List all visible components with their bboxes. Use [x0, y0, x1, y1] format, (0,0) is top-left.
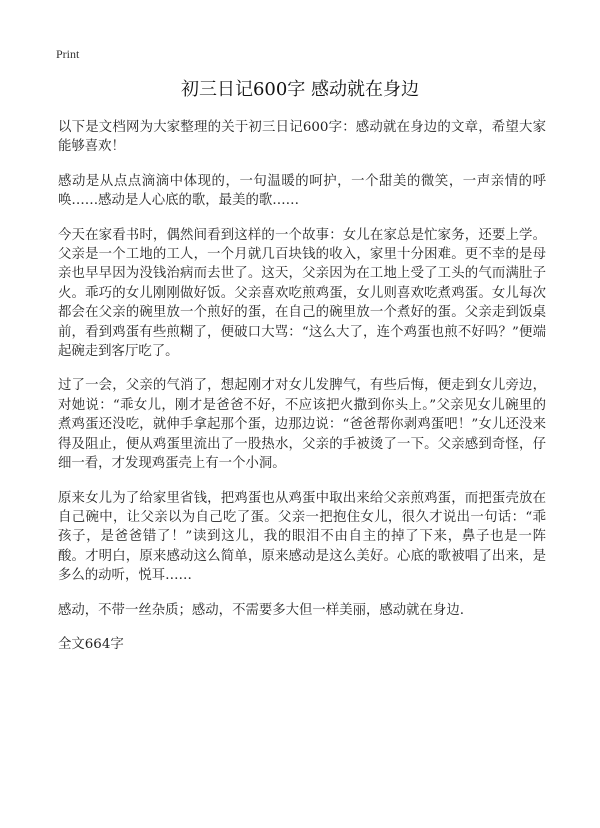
paragraph: 感动是从点点滴滴中体现的，一句温暖的呵护，一个甜美的微笑，一声亲情的呼唤……感动是人心底的歌，最美的歌……: [58, 173, 546, 209]
paragraph-intro: 以下是文档网为大家整理的关于初三日记600字：感动就在身边的文章，希望大家能够喜欢！: [58, 120, 546, 155]
paragraph: 原来女儿为了给家里省钱，把鸡蛋也从鸡蛋中取出来给父亲煎鸡蛋，而把蛋壳放在自己碗中，让父亲以为自己吃了蛋。父亲一把抱住女儿，很久才说出一句话：“乖孩子，是爸爸错了！”读到这儿，我的眼泪不由自主的掉了下来，鼻子也是一阵酸。才明白，原来感动这么简单，原来感动是这么美好。心底的歌被唱了出来，是多么的动听，悦耳……: [58, 490, 546, 584]
print-link[interactable]: Print: [56, 47, 80, 61]
article-title: 初三日记600字 感动就在身边: [180, 79, 420, 100]
paragraph-conclusion: 感动，不带一丝杂质；感动，不需要多大但一样美丽，感动就在身边.: [58, 602, 464, 618]
article-body: [58, 118, 546, 654]
word-count: 全文664字: [58, 636, 124, 652]
paragraph: 过了一会，父亲的气消了，想起刚才对女儿发脾气，有些后悔，便走到女儿旁边，对她说：“乖女儿，刚才是爸爸不好，不应该把火撒到你头上。”父亲见女儿碗里的煮鸡蛋还没吃，就伸手拿起那个蛋，边那边说：“爸爸帮你剥鸡蛋吧！”女儿还没来得及阻止，便从鸡蛋里流出了一股热水，父亲的手被烫了一下。父亲感到奇怪，仔细一看，才发现鸡蛋壳上有一个小洞。: [58, 378, 546, 472]
paragraph: 今天在家看书时，偶然间看到这样的一个故事：女儿在家总是忙家务，还要上学。父亲是一个工地的工人，一个月就几百块钱的收入，家里十分困难。更不幸的是母亲也早早因为没钱治病而去世了。这天，父亲因为在工地上受了工头的气而满肚子火。乖巧的女儿刚刚做好饭。父亲喜欢吃煎鸡蛋，女儿则喜欢吃煮鸡蛋。女儿每次都会在父亲的碗里放一个煎好的蛋，在自己的碗里放一个煮好的蛋。父亲走到饭桌前，看到鸡蛋有些煎糊了，便破口大骂：“这么大了，连个鸡蛋也煎不好吗？”便端起碗走到客厅吃了。: [58, 227, 546, 360]
